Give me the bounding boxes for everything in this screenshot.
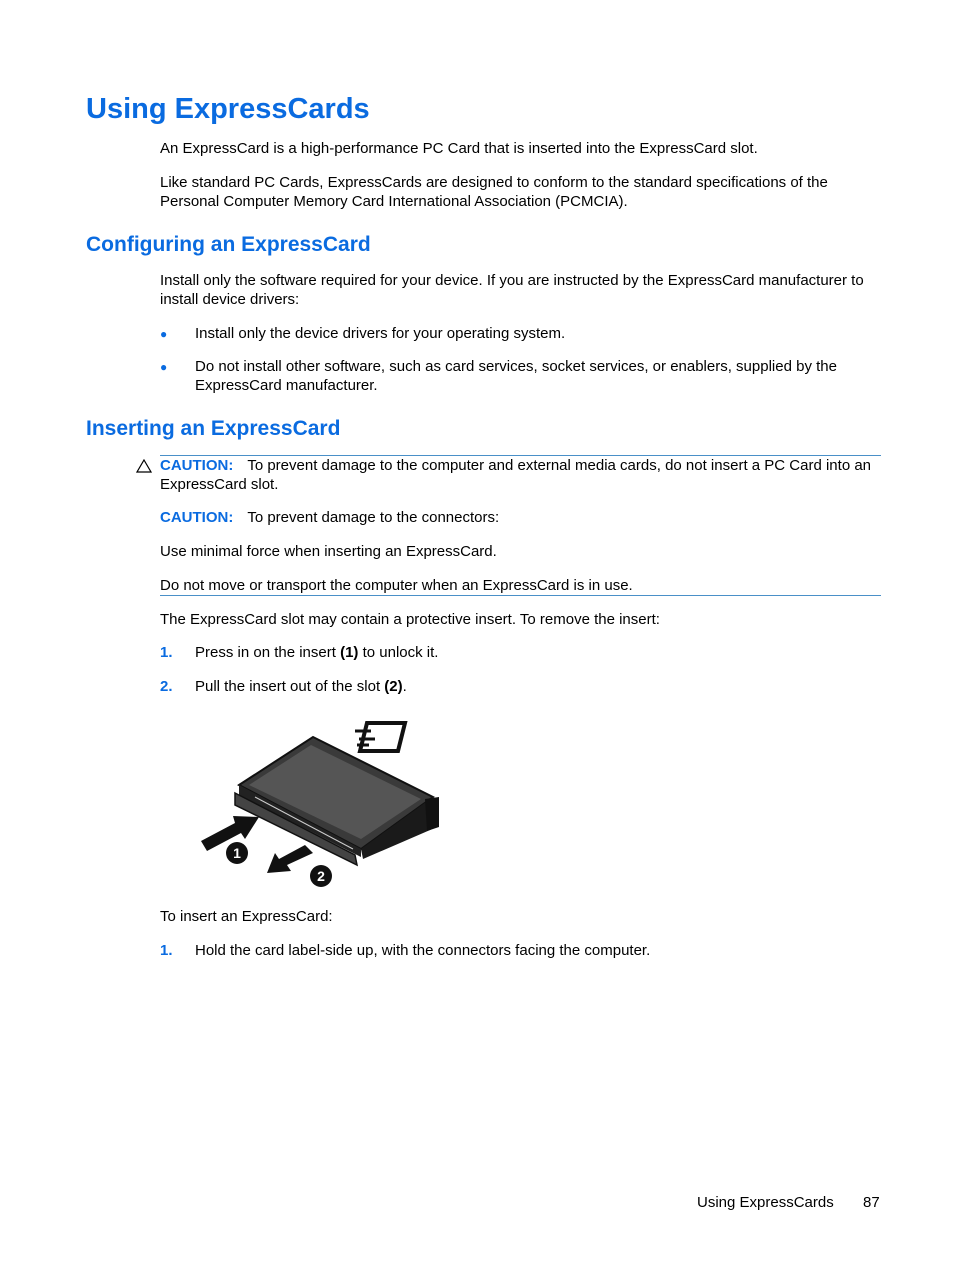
caution-label: CAUTION: [160,509,234,526]
step-number: 1. [160,942,173,959]
caution-1-text: To prevent damage to the computer and external media cards, do not insert a PC Card into an ExpressCard slot. [160,457,872,493]
card-and-slot [235,737,439,865]
caution-triangle-icon [136,459,152,473]
configuring-paragraph: Install only the software required for your device. If you are instructed by the ExpressCard manufacturer to install device drivers: [160,272,864,308]
step-number: 2. [160,678,173,695]
step-number: 1. [160,644,173,661]
remove-step-1 [195,643,885,662]
callout-2-label: 2 [317,868,325,884]
expresscard-icon [355,723,405,751]
caution-2 [160,508,884,527]
expresscard-illustration [195,715,465,893]
caution-2-line-2: Do not move or transport the computer when an ExpressCard is in use. [160,577,633,594]
caution-bottom-rule [160,595,881,596]
callout-2-badge [310,865,332,887]
intro-paragraph-2: Like standard PC Cards, ExpressCards are designed to conform to the standard specifications of the Personal Computer Memory Card International Association (PCMCIA). [160,174,828,210]
insert-step-1: Hold the card label-side up, with the connectors facing the computer. [195,942,651,959]
caution-label: CAUTION: [160,457,234,474]
remove-intro: The ExpressCard slot may contain a protective insert. To remove the insert: [160,611,660,628]
configuring-bullet-2: Do not install other software, such as card services, socket services, or enablers, supplied by the ExpressCard manufacturer. [195,358,837,394]
page-title: Using ExpressCards [86,93,370,125]
insert-intro: To insert an ExpressCard: [160,908,333,925]
configuring-bullet-1: Install only the device drivers for your operating system. [195,325,566,342]
remove-step-1-after: to unlock it. [358,644,439,661]
intro-paragraph-1: An ExpressCard is a high-performance PC Card that is inserted into the ExpressCard slot. [160,140,758,157]
remove-step-2 [195,677,885,696]
callout-1-label: 1 [233,845,241,861]
callout-1-badge [226,842,248,864]
remove-step-2-before: Pull the insert out of the slot [195,678,385,695]
configuring-heading: Configuring an ExpressCard [86,233,371,256]
bullet-marker: ● [160,360,168,374]
remove-step-1-before: Press in on the insert [195,644,341,661]
caution-2-text: To prevent damage to the connectors: [247,509,500,526]
inserting-heading: Inserting an ExpressCard [86,417,341,440]
remove-step-2-after: . [402,678,407,695]
remove-step-2-bold: (2) [384,678,403,695]
footer-section: Using ExpressCards [697,1194,834,1211]
pull-arrow-icon [267,845,313,873]
remove-step-1-bold: (1) [340,644,359,661]
caution-1 [160,456,884,494]
caution-2-line-1: Use minimal force when inserting an ExpressCard. [160,543,497,560]
footer-page-number: 87 [863,1194,880,1211]
bullet-marker: ● [160,327,168,341]
